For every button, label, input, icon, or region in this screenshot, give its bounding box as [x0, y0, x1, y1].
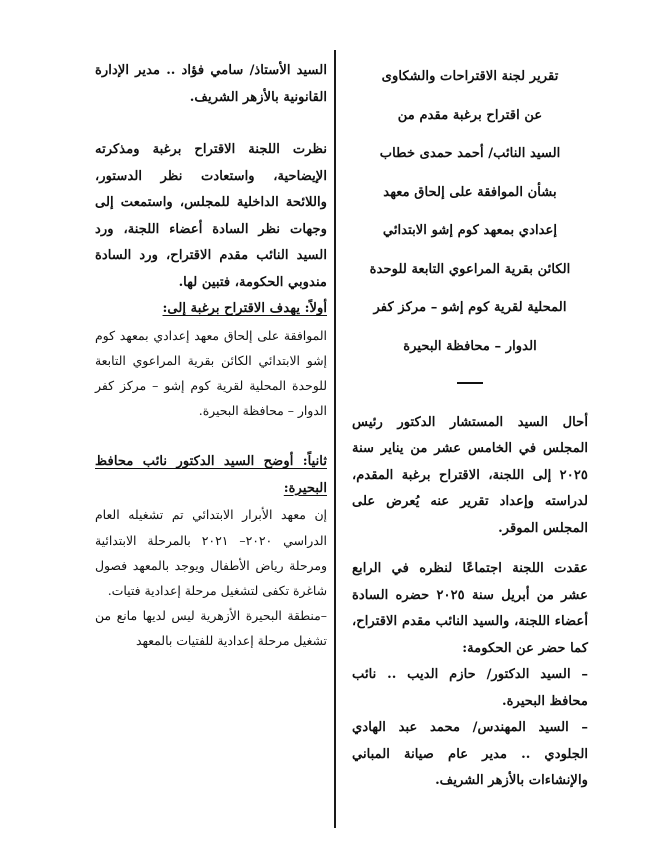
right-column [352, 58, 588, 795]
attendee-item: السيد الأستاذ/ سامي فؤاد .. مدير الإدارة القانونية بالأزهر الشريف. [95, 63, 327, 105]
section2-note: –منطقة البحيرة الأزهرية ليس لديها مانع من تشغيل مرحلة إعدادية للفتيات بالمعهد [95, 608, 327, 649]
title-line: السيد النائب/ أحمد حمدى خطاب [379, 146, 561, 161]
meeting-paragraph: عقدت اللجنة اجتماعًا لنظره في الرابع عشر من أبريل سنة ٢٠٢٥ حضره السادة أعضاء اللجنة، والسيد النائب مقدم الاقتراح، كما حضر عن الحكومة: [352, 561, 588, 656]
title-line: الدوار – محافظة البحيرة [403, 338, 537, 354]
title-separator [457, 382, 483, 384]
title-line: عن اقتراح برغبة مقدم من [397, 107, 543, 123]
section2-body: إن معهد الأبرار الابتدائي تم تشغيله العام الدراسي ٢٠٢٠– ٢٠٢١ بالمرحلة الابتدائية ومرحلة رياض الأطفال ويوجد بالمعهد فصول شاغرة تكفى لتشغيل مرحلة إعدادية فتيات. [95, 507, 327, 598]
review-paragraph: نظرت اللجنة الاقتراح برغبة ومذكرته الإيضاحية، واستعادت نظر الدستور، واللائحة الداخلية للمجلس، واستمعت إلى وجهات نظر السادة أعضاء اللجنة، ورد السيد النائب مقدم الاقتراح، ورد السادة مندوبي الحكومة، فتبين لها. [95, 142, 327, 290]
title-line: بشأن الموافقة على إلحاق معهد [383, 184, 557, 200]
attendee-item: – السيد المهندس/ محمد عبد الهادي الجلودي .. مدير عام صيانة المباني والإنشاءات بالأزهر الشريف. [352, 720, 588, 788]
attendee-item: – السيد الدكتور/ حازم الديب .. نائب محافظ البحيرة. [352, 667, 588, 709]
title-line: الكائن بقرية المراعوي التابعة للوحدة [369, 261, 571, 277]
section1-body: الموافقة على إلحاق معهد إعدادي بمعهد كوم إشو الابتدائي الكائن بقرية المراعوي التابعة للوحدة المحلية لقرية كوم إشو – مركز كفر الدوار – محافظة البحيرة. [95, 327, 327, 419]
title-line: إعدادي بمعهد كوم إشو الابتدائي [382, 223, 558, 238]
title-line: المحلية لقرية كوم إشو – مركز كفر [373, 300, 567, 315]
report-title [352, 58, 588, 366]
left-column [95, 58, 327, 654]
referral-paragraph: أحال السيد المستشار الدكتور رئيس المجلس في الخامس عشر من يناير سنة ٢٠٢٥ إلى اللجنة، الاقتراح برغبة المقدم، لدراسته وإعداد تقرير عنه يُعرض على المجلس الموقر. [352, 414, 588, 536]
column-divider [334, 50, 336, 828]
section2-heading: ثانياً: أوضح السيد الدكتور نائب محافظ البحيرة: [95, 454, 327, 496]
title-line: تقرير لجنة الاقتراحات والشكاوى [381, 69, 559, 84]
section1-heading: أولاً: يهدف الاقتراح برغبة إلى: [162, 301, 327, 316]
